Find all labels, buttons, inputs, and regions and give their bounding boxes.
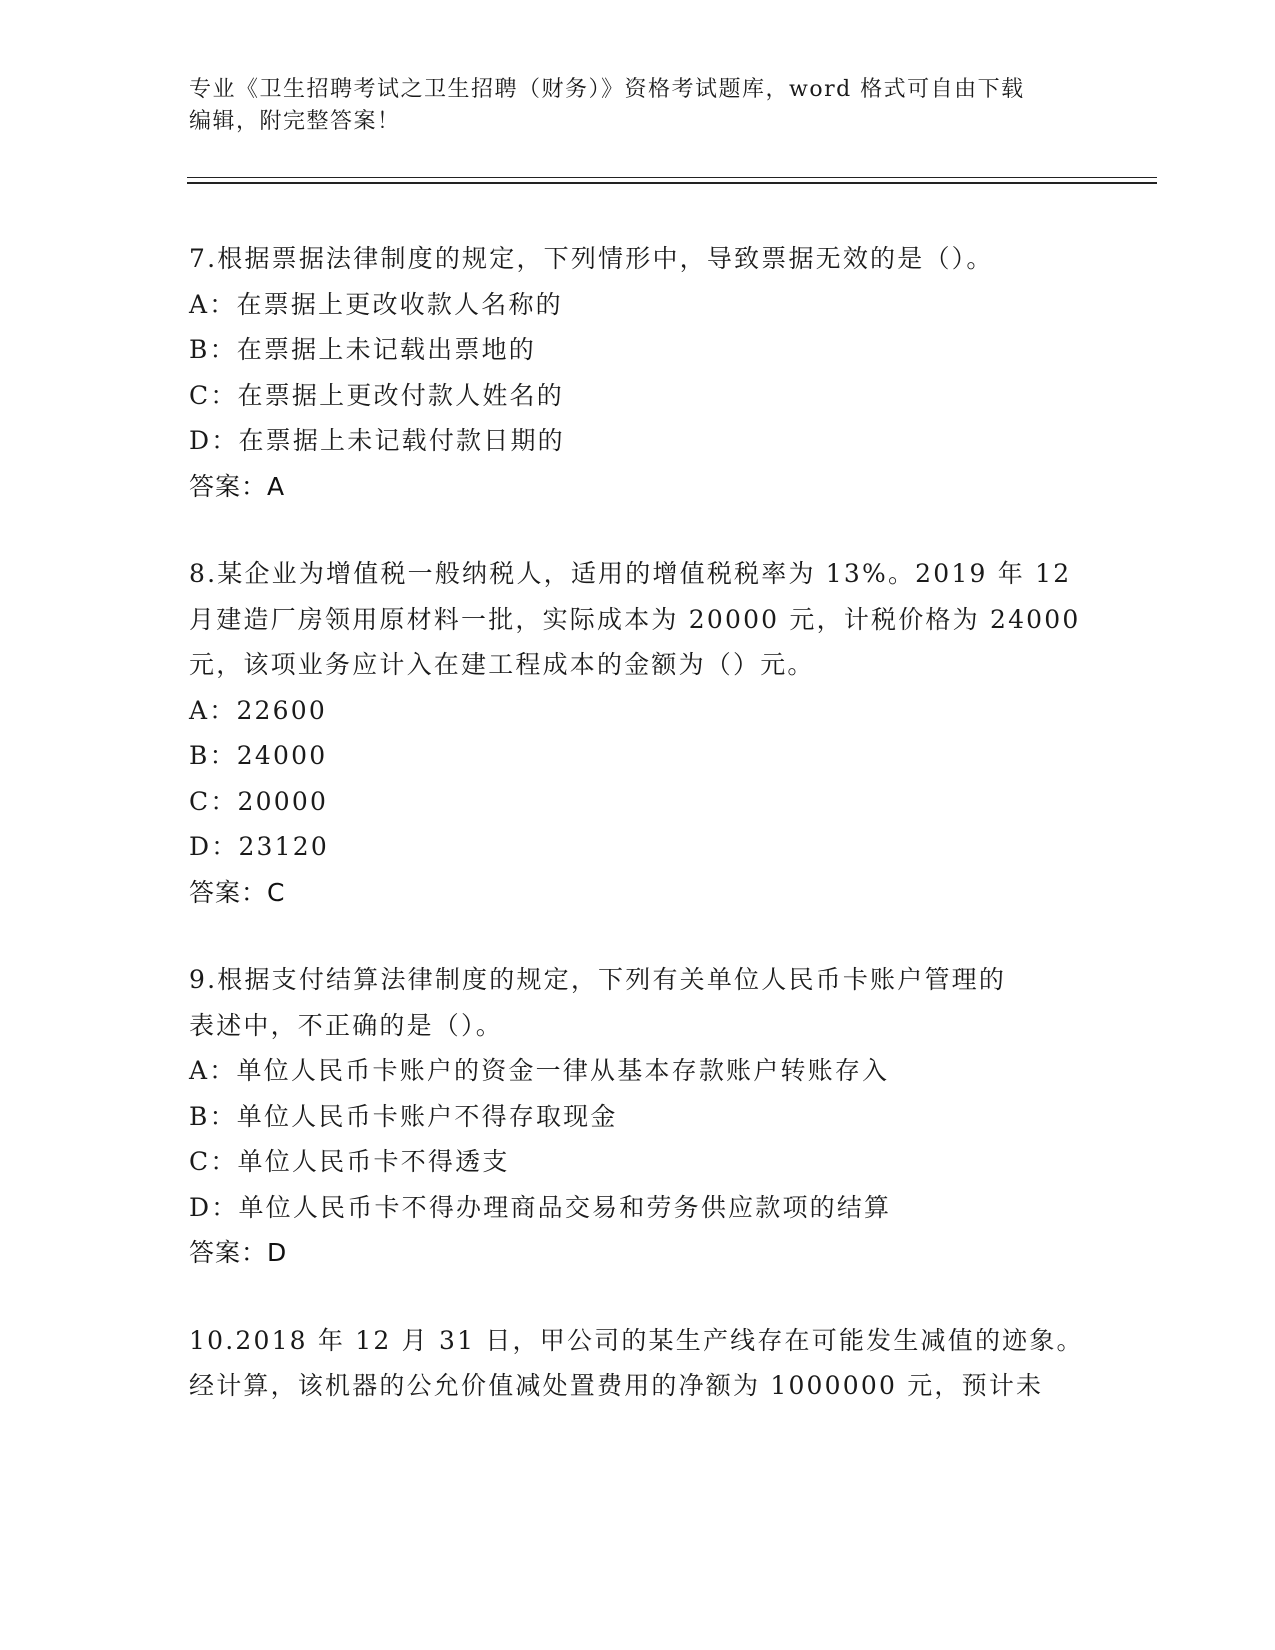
question-text: 月建造厂房领用原材料一批，实际成本为 20000 元，计税价格为 24000 xyxy=(189,604,1081,634)
question-list xyxy=(189,236,1089,1451)
question-text: 元，该项业务应计入在建工程成本的金额为（）元。 xyxy=(189,650,815,679)
question-text: 8.某企业为增值税一般纳税人，适用的增值税税率为 13%。2019 年 12 xyxy=(189,559,1072,588)
question-8 xyxy=(189,551,1089,915)
option-a: A：22600 xyxy=(189,695,327,725)
option-a: A：在票据上更改收款人名称的 xyxy=(189,289,563,319)
question-9 xyxy=(189,957,1089,1276)
question-text: 表述中，不正确的是（）。 xyxy=(189,1010,503,1040)
question-text: 10.2018 年 12 月 31 日，甲公司的某生产线存在可能发生减值的迹象。 xyxy=(189,1325,1084,1355)
document-header xyxy=(189,74,1069,138)
question-text: 9.根据支付结算法律制度的规定，下列有关单位人民币卡账户管理的 xyxy=(189,965,1007,994)
header-line-2: 编辑，附完整答案！ xyxy=(189,109,401,134)
option-c: C：20000 xyxy=(189,786,329,816)
option-d: D：单位人民币卡不得办理商品交易和劳务供应款项的结算 xyxy=(189,1192,892,1222)
option-c: C：在票据上更改付款人姓名的 xyxy=(189,380,564,410)
answer-line: 答案：D xyxy=(189,1238,288,1267)
option-a: A：单位人民币卡账户的资金一律从基本存款账户转账存入 xyxy=(189,1056,890,1085)
answer-line: 答案：C xyxy=(189,877,286,907)
option-c: C：单位人民币卡不得透支 xyxy=(189,1147,510,1176)
option-d: D：在票据上未记载付款日期的 xyxy=(189,426,565,455)
header-divider-thin xyxy=(187,177,1157,178)
header-divider-thick xyxy=(187,182,1157,184)
answer-line: 答案：A xyxy=(189,471,286,501)
question-text: 7.根据票据法律制度的规定，下列情形中，导致票据无效的是（）。 xyxy=(189,244,994,273)
option-b: B：24000 xyxy=(189,741,328,770)
question-7 xyxy=(189,236,1089,509)
question-text: 经计算，该机器的公允价值减处置费用的净额为 1000000 元，预计未 xyxy=(189,1371,1044,1400)
question-10 xyxy=(189,1318,1089,1409)
option-b: B：在票据上未记载出票地的 xyxy=(189,335,536,364)
option-d: D：23120 xyxy=(189,832,329,861)
header-line-1: 专业《卫生招聘考试之卫生招聘（财务）》资格考试题库，word 格式可自由下载 xyxy=(189,77,1025,102)
option-b: B：单位人民币卡账户不得存取现金 xyxy=(189,1101,618,1131)
